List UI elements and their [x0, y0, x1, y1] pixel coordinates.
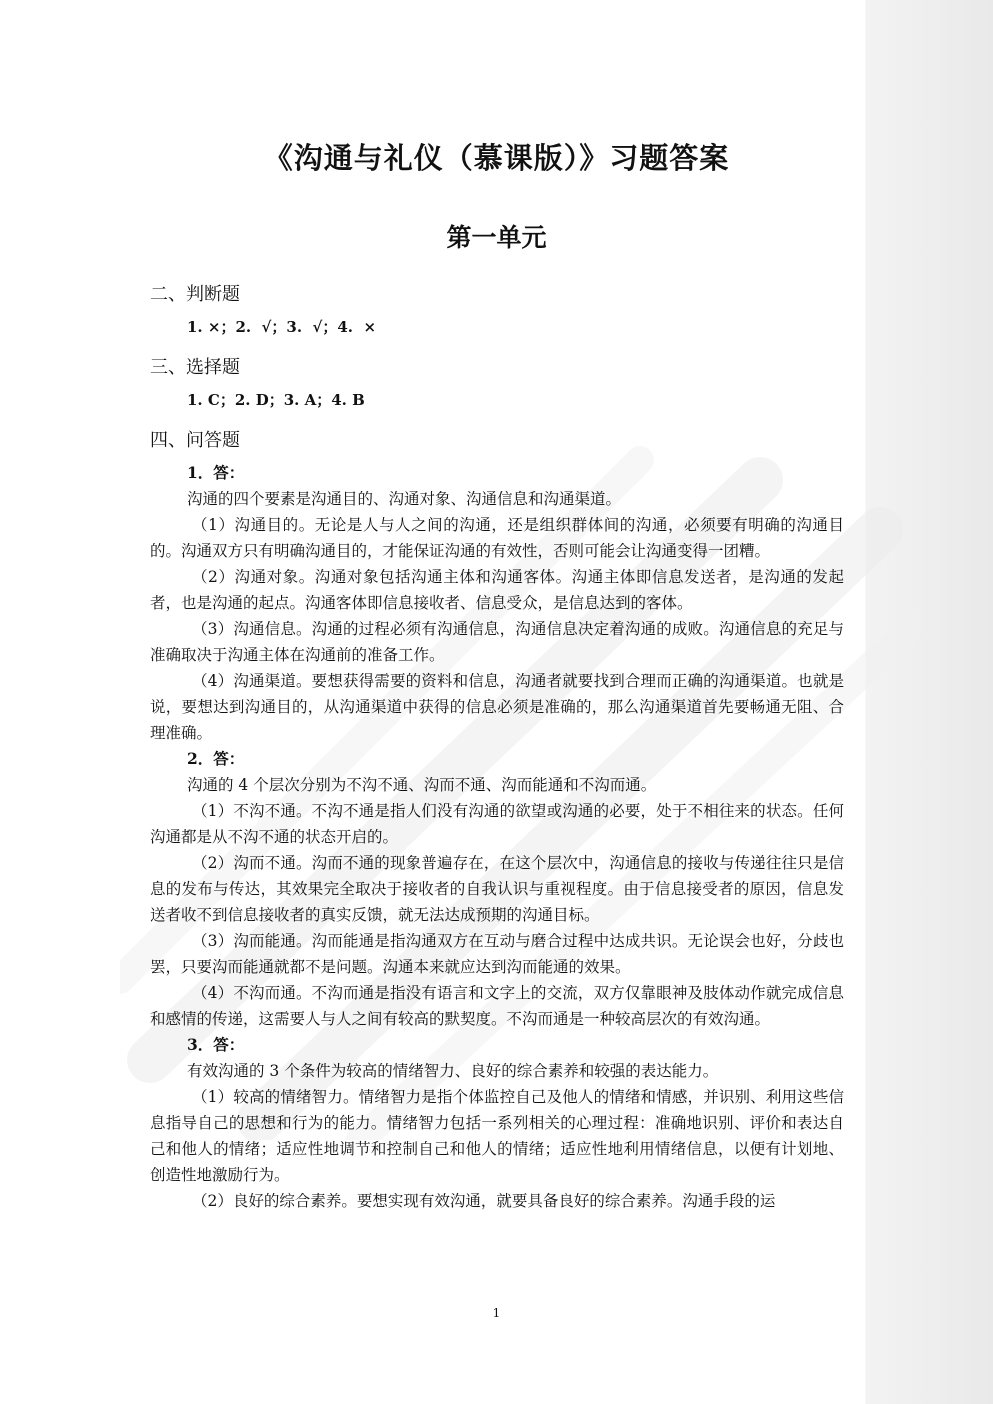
judge-answers: 1. ×；2. √；3. √；4. ×: [187, 318, 377, 336]
question-2-item-4: （4）不沟而通。不沟而通是指没有语言和文字上的交流，双方仅靠眼神及肢体动作就完成信息和感情的传递，这需要人与人之间有较高的默契度。不沟而通是一种较高层次的有效沟通。: [150, 984, 844, 1028]
question-3-item-2: （2）良好的综合素养。要想实现有效沟通，就要具备良好的综合素养。沟通手段的运: [192, 1192, 776, 1210]
question-1-lead: 沟通的四个要素是沟通目的、沟通对象、沟通信息和沟通渠道。: [187, 490, 622, 508]
question-1-label: 1．答：: [187, 463, 245, 482]
page-number: 1: [492, 1306, 501, 1320]
question-3-lead: 有效沟通的 3 个条件为较高的情绪智力、良好的综合素养和较强的表达能力。: [187, 1062, 719, 1080]
question-2-lead: 沟通的 4 个层次分别为不沟不通、沟而不通、沟而能通和不沟而通。: [187, 776, 657, 794]
question-2-item-1: （1）不沟不通。不沟不通是指人们没有沟通的欲望或沟通的必要，处于不相往来的状态。任何沟通都是从不沟不通的状态开启的。: [150, 802, 844, 846]
question-1-item-3: （3）沟通信息。沟通的过程必须有沟通信息，沟通信息决定着沟通的成败。沟通信息的充足与准确取决于沟通主体在沟通前的准备工作。: [150, 620, 844, 664]
question-1-item-4: （4）沟通渠道。要想获得需要的资料和信息，沟通者就要找到合理而正确的沟通渠道。也就是说，要想达到沟通目的，从沟通渠道中获得的信息必须是准确的，那么沟通渠道首先要畅通无阻、合理准确。: [150, 672, 844, 742]
question-2-item-2: （2）沟而不通。沟而不通的现象普遍存在，在这个层次中，沟通信息的接收与传递往往只是信息的发布与传达，其效果完全取决于接收者的自我认识与重视程度。由于信息接受者的原因，信息发送者收不到信息接收者的真实反馈，就无法达成预期的沟通目标。: [150, 854, 844, 924]
question-3-item-1: （1）较高的情绪智力。情绪智力是指个体监控自己及他人的情绪和情感，并识别、利用这些信息指导自己的思想和行为的能力。情绪智力包括一系列相关的心理过程：准确地识别、评价和表达自己和他人的情绪；适应性地调节和控制自己和他人的情绪；适应性地利用情绪信息，以便有计划地、创造性地激励行为。: [150, 1088, 844, 1184]
question-1-item-1: （1）沟通目的。无论是人与人之间的沟通，还是组织群体间的沟通，必须要有明确的沟通目的。沟通双方只有明确沟通目的，才能保证沟通的有效性，否则可能会让沟通变得一团糟。: [150, 516, 844, 560]
document-title: 《沟通与礼仪（慕课版）》习题答案: [263, 141, 730, 175]
section-heading-judge: 二、判断题: [150, 284, 240, 305]
unit-title: 第一单元: [446, 223, 547, 252]
question-2-label: 2．答：: [187, 749, 245, 768]
question-1-item-2: （2）沟通对象。沟通对象包括沟通主体和沟通客体。沟通主体即信息发送者，是沟通的发起者，也是沟通的起点。沟通客体即信息接收者、信息受众，是信息达到的客体。: [150, 568, 844, 612]
question-3-label: 3．答：: [187, 1035, 245, 1054]
qa-body: [150, 460, 844, 1214]
question-2-item-3: （3）沟而能通。沟而能通是指沟通双方在互动与磨合过程中达成共识。无论误会也好，分歧也罢，只要沟而能通就都不是问题。沟通本来就应达到沟而能通的效果。: [150, 932, 844, 976]
section-heading-choice: 三、选择题: [150, 357, 240, 378]
choice-answers: 1. C；2. D；3. A；4. B: [187, 391, 365, 409]
section-heading-qa: 四、问答题: [150, 430, 240, 451]
